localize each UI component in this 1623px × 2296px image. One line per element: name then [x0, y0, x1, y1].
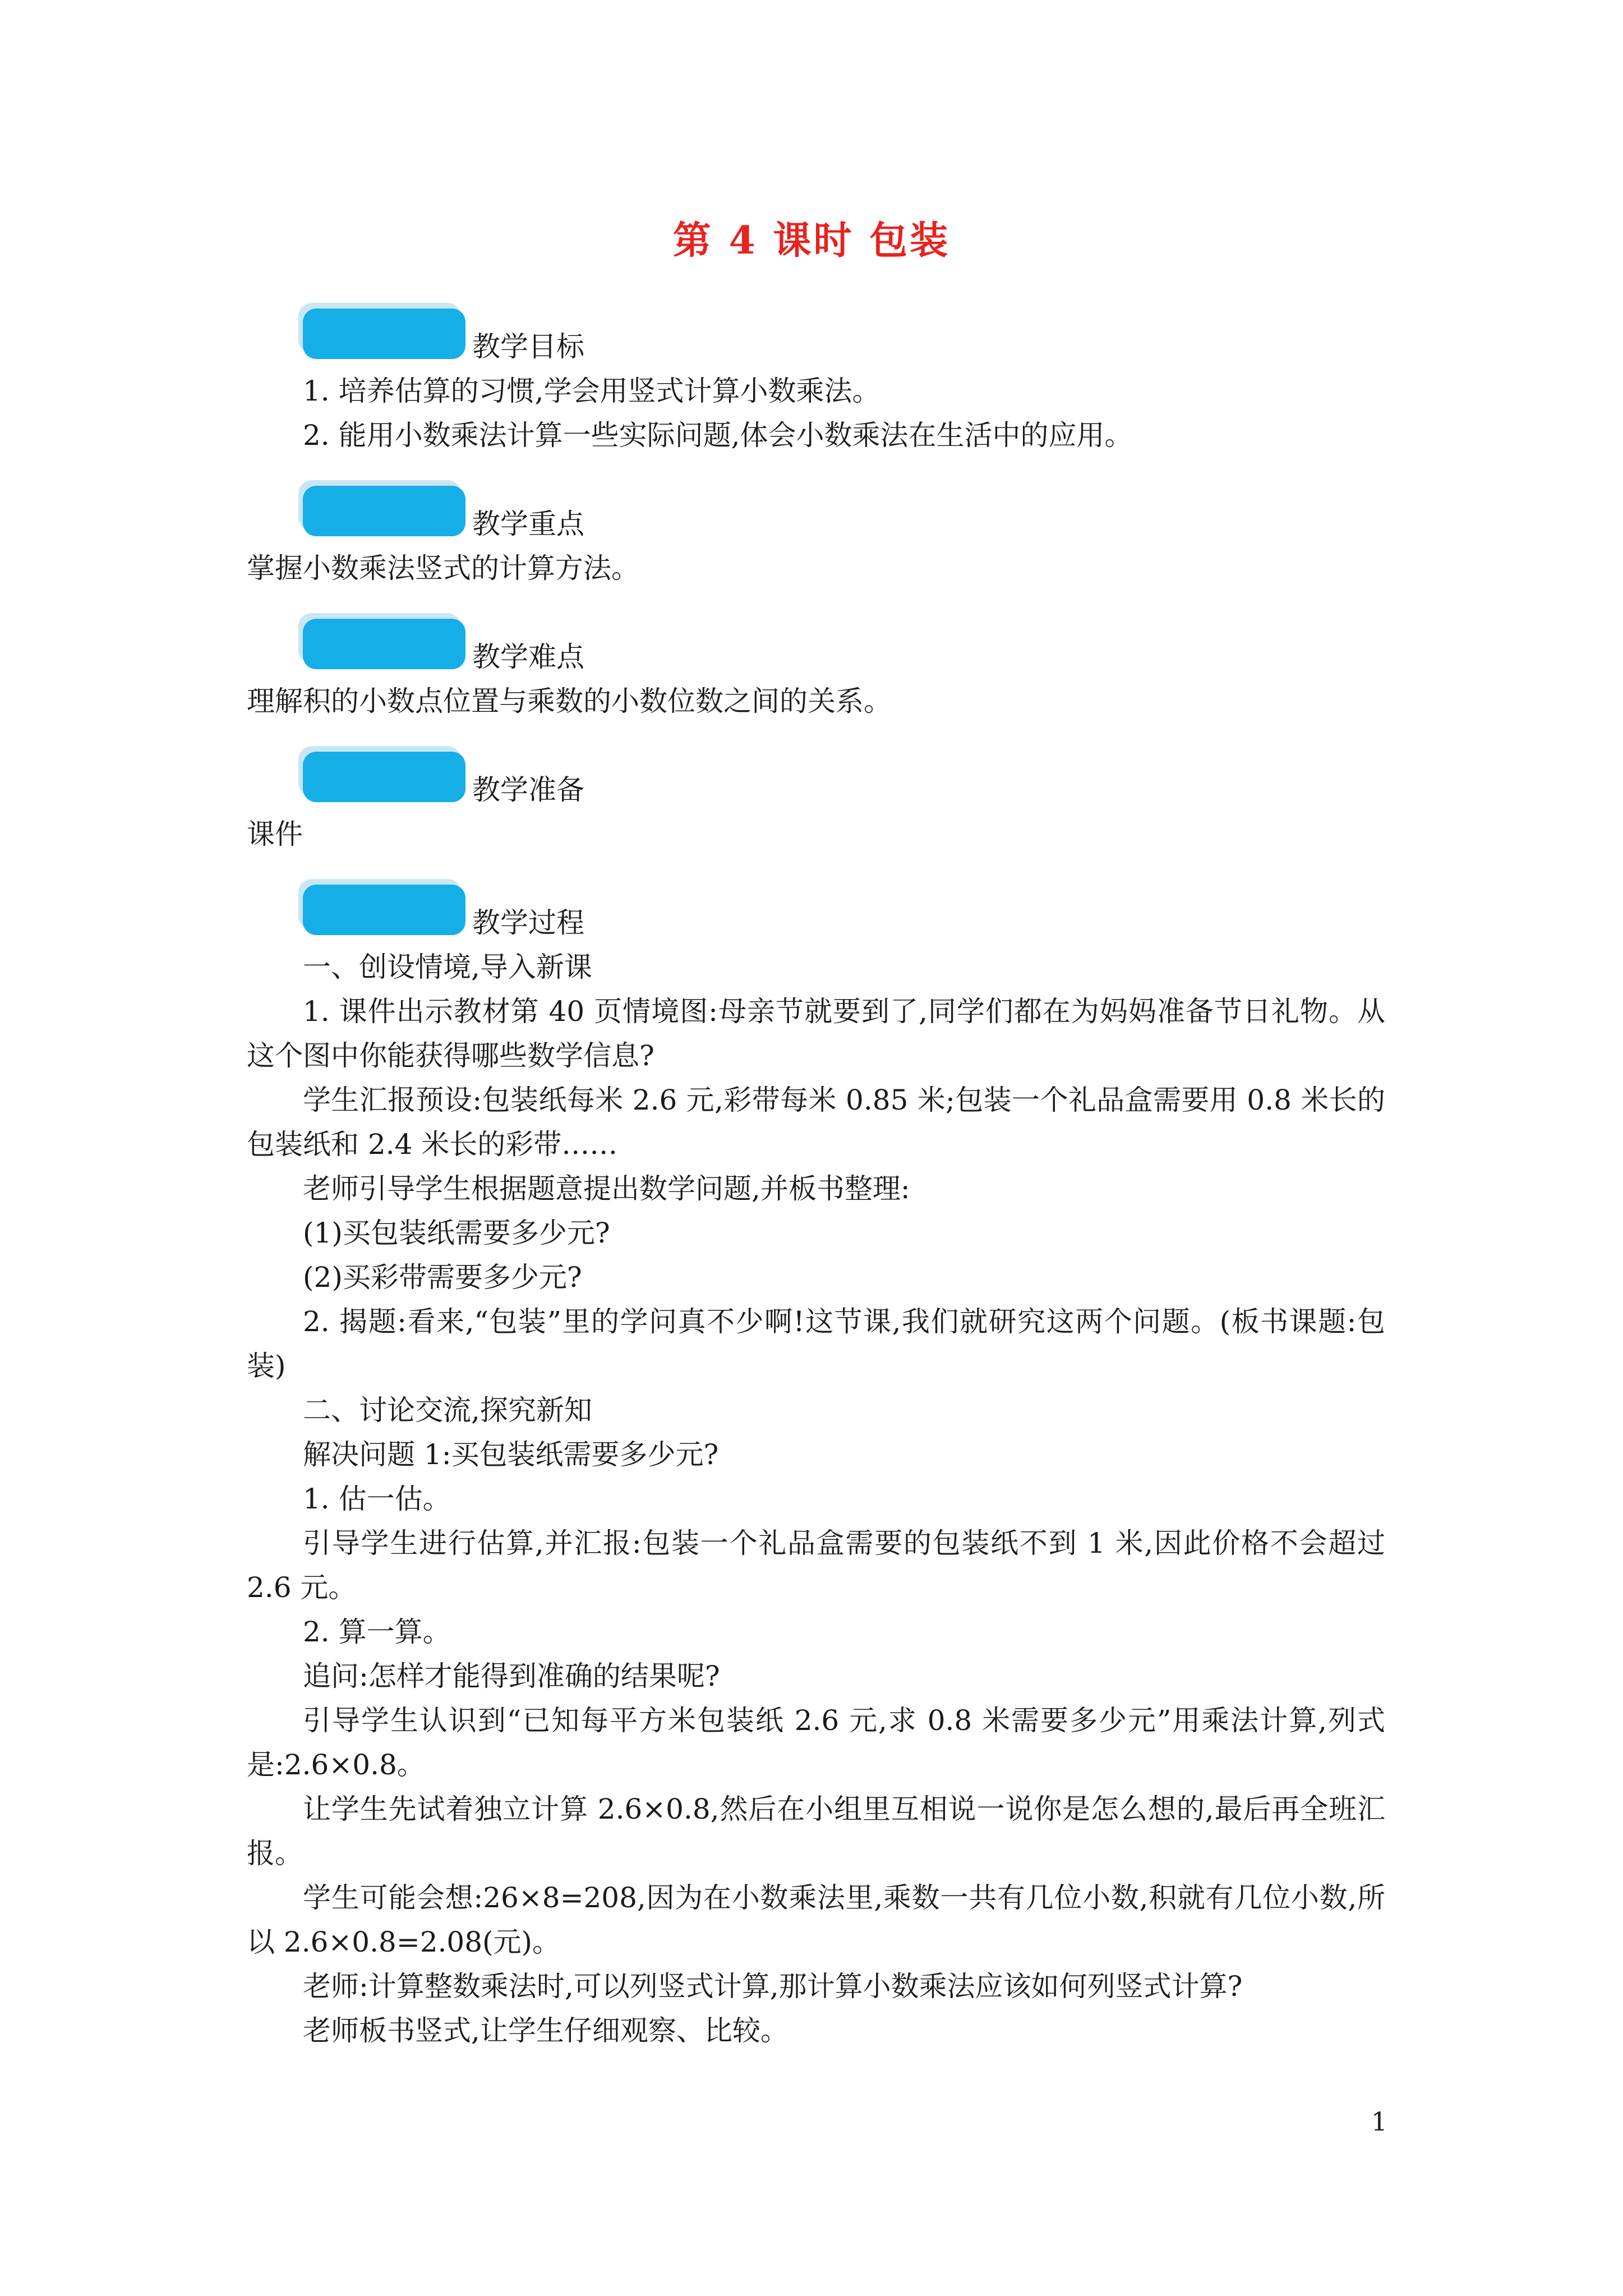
process-paragraph: 引导学生认识到“已知每平方米包装纸 2.6 元,求 0.8 米需要多少元”用乘法计算,列式是:2.6×0.8。	[247, 1704, 1385, 1781]
process-paragraph: (1)买包装纸需要多少元?	[303, 1217, 610, 1249]
page-number: 1	[1371, 2106, 1387, 2137]
section-label: 教学过程	[472, 907, 584, 939]
section-label: 教学重点	[472, 508, 584, 540]
process-paragraph: 1. 课件出示教材第 40 页情境图:母亲节就要到了,同学们都在为妈妈准备节日礼物。从这个图中你能获得哪些数学信息?	[247, 995, 1385, 1072]
process-paragraph: 学生汇报预设:包装纸每米 2.6 元,彩带每米 0.85 米;包装一个礼品盒需要用 0.8 米长的包装纸和 2.4 米长的彩带……	[247, 1084, 1385, 1161]
section-header-key-points	[247, 469, 1385, 540]
process-paragraph: 老师:计算整数乘法时,可以列竖式计算,那计算小数乘法应该如何列竖式计算?	[303, 1970, 1243, 2003]
key-points-text: 掌握小数乘法竖式的计算方法。	[247, 552, 639, 585]
process-paragraph: 追问:怎样才能得到准确的结果呢?	[303, 1660, 720, 1692]
goal-line: 2. 能用小数乘法计算一些实际问题,体会小数乘法在生活中的应用。	[303, 419, 1133, 452]
process-paragraph: 引导学生进行估算,并汇报:包装一个礼品盒需要的包装纸不到 1 米,因此价格不会超过 2.6 元。	[247, 1527, 1385, 1604]
section-tab	[303, 486, 465, 536]
section-label: 教学目标	[472, 330, 584, 363]
section-tab	[303, 752, 465, 802]
section-label: 教学难点	[472, 641, 584, 673]
process-paragraph: 学生可能会想:26×8=208,因为在小数乘法里,乘数一共有几位小数,积就有几位小数,所以 2.6×0.8=2.08(元)。	[247, 1881, 1385, 1958]
process-paragraph: 2. 算一算。	[303, 1616, 451, 1648]
process-paragraph: 一、创设情境,导入新课	[303, 951, 592, 983]
page-title: 第 4 课时 包装	[672, 218, 951, 263]
difficulty-text: 理解积的小数点位置与乘数的小数位数之间的关系。	[247, 685, 892, 717]
section-tab	[303, 619, 465, 669]
section-header-process	[247, 868, 1385, 939]
process-paragraph: 老师引导学生根据题意提出数学问题,并板书整理:	[303, 1172, 910, 1205]
process-paragraph: 二、讨论交流,探究新知	[303, 1394, 592, 1427]
section-header-difficulty	[247, 602, 1385, 673]
process-paragraph: 老师板书竖式,让学生仔细观察、比较。	[303, 2014, 789, 2047]
section-header-preparation	[247, 735, 1385, 806]
goal-line: 1. 培养估算的习惯,学会用竖式计算小数乘法。	[303, 375, 880, 407]
preparation-text: 课件	[247, 818, 303, 850]
section-tab	[303, 885, 465, 935]
process-paragraph: 解决问题 1:买包装纸需要多少元?	[303, 1438, 719, 1471]
section-label: 教学准备	[472, 774, 584, 806]
section-tab	[303, 309, 465, 359]
process-paragraph: 2. 揭题:看来,“包装”里的学问真不少啊!这节课,我们就研究这两个问题。(板书课题:包装)	[247, 1305, 1385, 1382]
document-content	[247, 292, 1385, 2053]
process-paragraph: 1. 估一估。	[303, 1483, 451, 1515]
process-paragraph: 让学生先试着独立计算 2.6×0.8,然后在小组里互相说一说你是怎么想的,最后再全班汇报。	[247, 1793, 1385, 1870]
process-paragraph: (2)买彩带需要多少元?	[303, 1261, 582, 1294]
section-header-goals	[247, 292, 1385, 363]
